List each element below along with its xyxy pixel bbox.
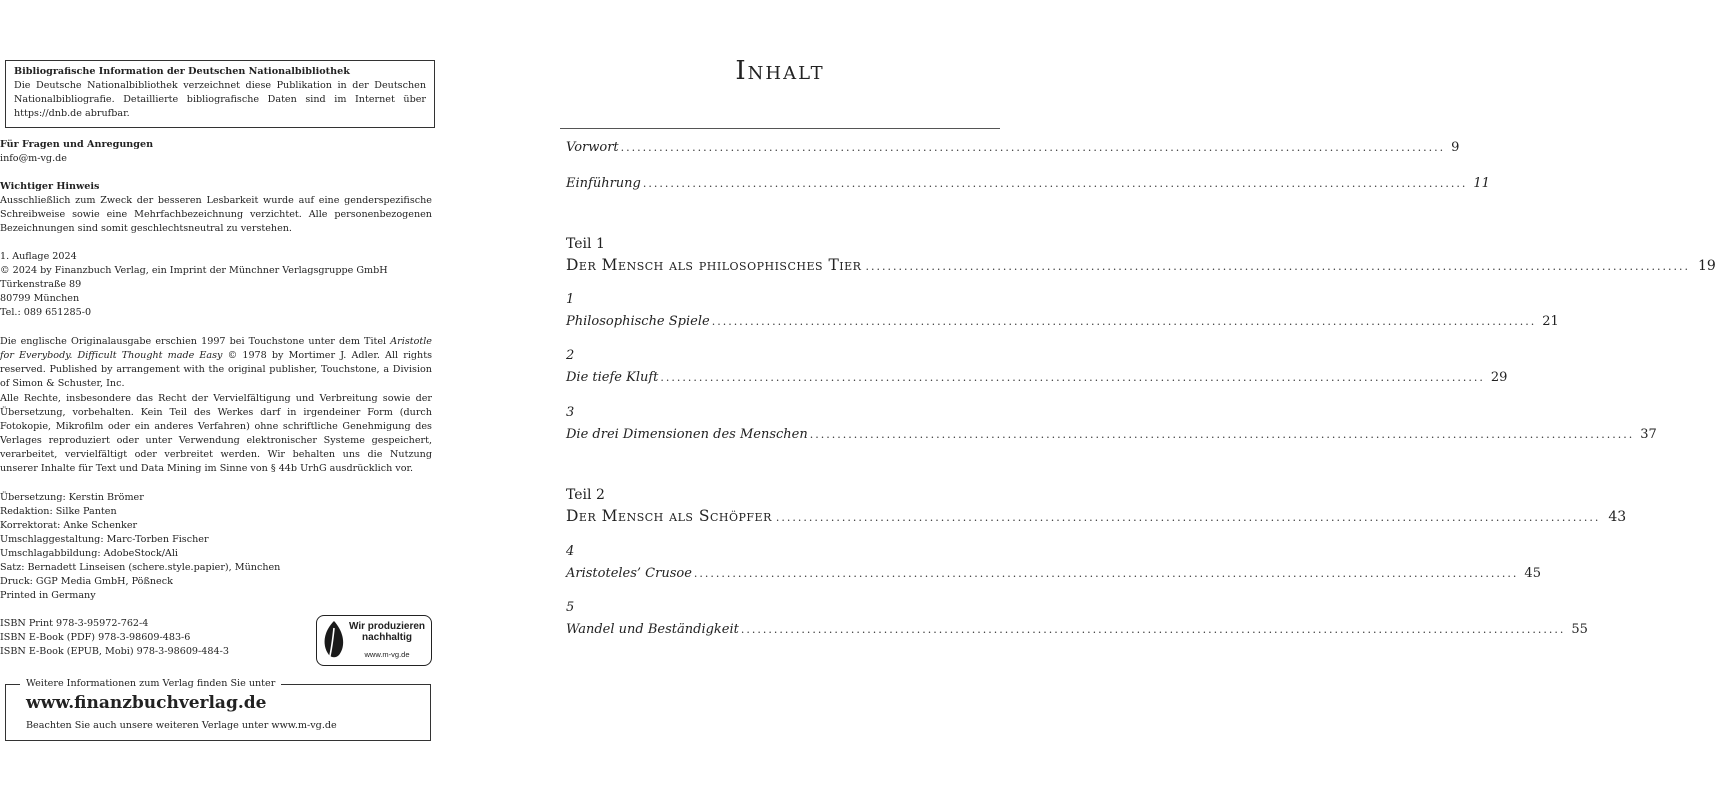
toc-chapter-5[interactable]: Wandel und Beständigkeit ...................................................................................................................................................... 55 (566, 622, 1588, 637)
leader-dots: ...................................................................................................................................................... (693, 567, 1519, 580)
credit-line: Umschlaggestaltung: Marc-Torben Fischer (0, 534, 209, 545)
publisher-web-box (5, 678, 431, 741)
part-label: Teil 1 (566, 236, 605, 252)
chapter-number: 5 (566, 600, 575, 615)
isbn-pdf: ISBN E-Book (PDF) 978-3-98609-483-6 (0, 632, 191, 643)
toc-chapter-1[interactable]: Philosophische Spiele ...................................................................................................................................................... 21 (566, 314, 1559, 329)
copyright-line: © 2024 by Finanzbuch Verlag, ein Imprint der Münchner Verlagsgruppe GmbH (0, 265, 388, 276)
leader-dots: ...................................................................................................................................................... (620, 141, 1446, 154)
notice-title: Wichtiger Hinweis (0, 181, 100, 192)
chapter-number: 1 (566, 292, 575, 307)
toc-chapter-2[interactable]: Die tiefe Kluft ...................................................................................................................................................... 29 (566, 370, 1508, 385)
part-label: Teil 2 (566, 487, 605, 503)
toc-entry-einfuehrung[interactable]: Einführung ...................................................................................................................................................... 11 (566, 176, 1490, 191)
edition-line: 1. Auflage 2024 (0, 251, 77, 262)
toc-chapter-3[interactable]: Die drei Dimensionen des Menschen ...................................................................................................................................................... 37 (566, 427, 1657, 442)
original-pre: Die englische Originalausgabe erschien 1997 bei Touchstone unter dem Titel (0, 336, 391, 347)
leader-dots: ...................................................................................................................................................... (740, 623, 1566, 636)
toc-part-2[interactable]: Der Mensch als Schöpfer ...................................................................................................................................................... 43 (566, 507, 1627, 525)
web-legend: Weitere Informationen zum Verlag finden Sie unter (20, 677, 281, 691)
credit-line: Satz: Bernadett Linseisen (schere.style.papier), München (0, 562, 281, 573)
toc-chapter-4[interactable]: Aristoteles’ Crusoe ...................................................................................................................................................... 45 (566, 566, 1541, 581)
publisher-website-link[interactable]: www.finanzbuchverlag.de (26, 693, 267, 713)
badge-url: www.m-vg.de (364, 650, 410, 659)
biblio-text: Die Deutsche Nationalbibliothek verzeichnet diese Publikation in der Deutschen Nationalbibliografie. Detaillierte bibliografische Daten sind im Internet über https://dnb.de abrufbar. (14, 80, 426, 119)
biblio-title: Bibliografische Information der Deutschen Nationalbibliothek (14, 66, 350, 77)
credit-line: Printed in Germany (0, 590, 96, 601)
chapter-number: 2 (566, 348, 575, 363)
credit-line: Übersetzung: Kerstin Brömer (0, 492, 144, 503)
leader-dots: ...................................................................................................................................................... (711, 315, 1537, 328)
phone-line: Tel.: 089 651285-0 (0, 307, 92, 318)
contact-title: Für Fragen und Anregungen (0, 139, 154, 150)
imprint-page (0, 0, 440, 800)
credit-line: Korrektorat: Anke Schenker (0, 520, 138, 531)
credit-line: Redaktion: Silke Panten (0, 506, 117, 517)
chapter-number: 3 (566, 405, 575, 420)
notice-text: Ausschließlich zum Zweck der besseren Lesbarkeit wurde auf eine genderspezifische Schreibweise sowie eine Mehrfachbezeichnung verzichtet. Alle personenbezogenen Bezeichnungen sind somit geschlechtsneutral zu verstehen. (0, 195, 432, 234)
credits-block (0, 491, 432, 603)
leader-dots: ...................................................................................................................................................... (809, 428, 1635, 441)
original-edition-note (0, 335, 432, 391)
sustainability-badge (316, 615, 432, 666)
original-title: Aristotle for Everybody. Difficult Thought made Easy (0, 336, 432, 361)
publisher-block (0, 250, 432, 320)
isbn-print: ISBN Print 978-3-95972-762-4 (0, 618, 149, 629)
toc-title: Inhalt (735, 56, 825, 86)
badge-text: Wir produzieren nachhaltig (348, 621, 426, 643)
leader-dots: ...................................................................................................................................................... (642, 177, 1468, 190)
leaf-icon (320, 618, 348, 662)
notice-block (0, 180, 432, 236)
isbn-block (0, 617, 229, 659)
isbn-epub: ISBN E-Book (EPUB, Mobi) 978-3-98609-484-3 (0, 646, 229, 657)
bibliographic-info-box (5, 60, 435, 128)
toc-page (560, 0, 1716, 800)
leader-dots: ...................................................................................................................................................... (660, 371, 1485, 384)
credit-line: Druck: GGP Media GmbH, Pößneck (0, 576, 173, 587)
chapter-number: 4 (566, 544, 575, 559)
toc-divider (560, 128, 1000, 129)
web-note: Beachten Sie auch unsere weiteren Verlage unter www.m-vg.de (26, 720, 337, 731)
rights-text: Alle Rechte, insbesondere das Recht der Vervielfältigung und Verbreitung sowie der Übersetzung, vorbehalten. Kein Teil des Werkes darf in irgendeiner Form (durch Fotokopie, Mikrofilm oder ein anderes Verfahren) ohne schriftliche Genehmigung des Verlages reproduziert oder unter Verwendung elektronischer Systeme gespeichert, verarbeitet, vervielfältigt oder verbreitet werden. Wir behalten uns die Nutzung unserer Inhalte für Text und Data Mining im Sinne von § 44b UrhG ausdrücklich vor. (0, 393, 432, 474)
contact-email: info@m-vg.de (0, 153, 67, 164)
toc-entry-vorwort[interactable]: Vorwort ...................................................................................................................................................... 9 (566, 140, 1460, 155)
address-street: Türkenstraße 89 (0, 279, 82, 290)
credit-line: Umschlagabbildung: AdobeStock/Ali (0, 548, 178, 559)
original-post: © 1978 by Mortimer J. Adler. All rights reserved. Published by arrangement with the original publisher, Touchstone, a Division of Simon & Schuster, Inc. (0, 350, 432, 389)
toc-part-1[interactable]: Der Mensch als philosophisches Tier ...................................................................................................................................................... 19 (566, 256, 1716, 274)
contact-block (0, 138, 432, 166)
leader-dots: ...................................................................................................................................................... (775, 511, 1601, 524)
leader-dots: ...................................................................................................................................................... (865, 260, 1690, 273)
address-city: 80799 München (0, 293, 80, 304)
